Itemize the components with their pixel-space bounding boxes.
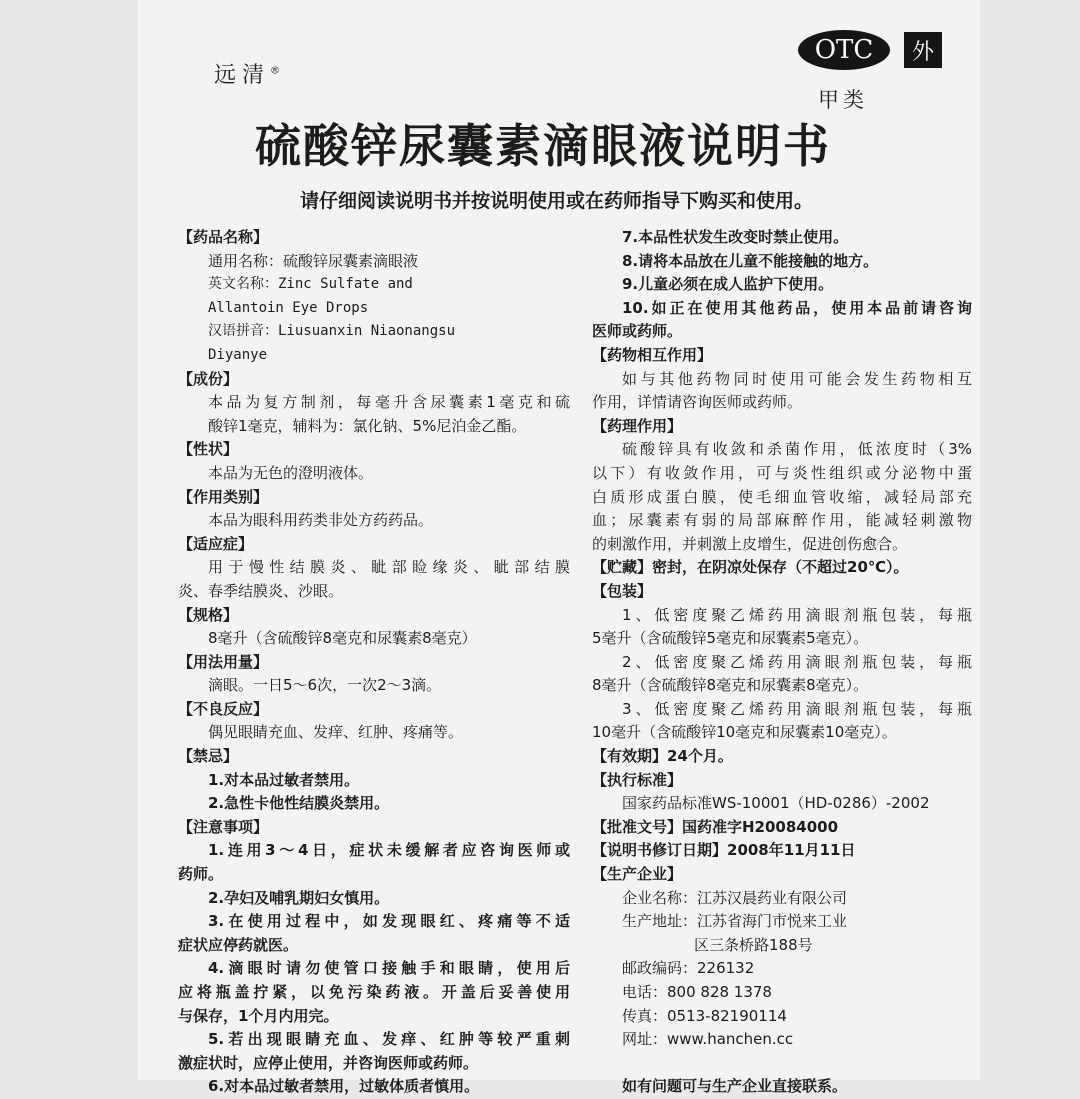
section-heading: 【药品名称】 [178, 228, 269, 246]
text-line: 酸锌1毫克，辅料为：氯化钠、5%尼泊金乙酯。 [208, 416, 527, 435]
section-heading: 【规格】 [178, 605, 239, 624]
text-line: 1.对本品过敏者禁用。 [208, 770, 360, 789]
section-heading: 【适应症】 [178, 534, 254, 553]
text-line: 激症状时，应停止使用，并咨询医师或药师。 [178, 1053, 479, 1072]
section-heading: 【用法用量】 [178, 652, 269, 671]
text-line: 区三条桥路188号 [694, 935, 813, 954]
text-line: 8毫升（含硫酸锌8毫克和尿囊素8毫克）。 [592, 676, 869, 695]
section-heading: 【有效期】24个月。 [592, 747, 733, 766]
text-line: 9.儿童必须在成人监护下使用。 [622, 275, 834, 294]
text-line: 本品为复方制剂，每毫升含尿囊素1毫克和硫 [208, 393, 570, 412]
text-line: 通用名称：硫酸锌尿囊素滴眼液 [208, 251, 419, 270]
section-heading: 【作用类别】 [178, 487, 269, 506]
text-line: 10.如正在使用其他药品，使用本品前请咨询 [622, 298, 972, 317]
section-heading: 【注意事项】 [178, 817, 269, 836]
text-line: 英文名称：Zinc Sulfate and [208, 276, 413, 293]
text-line: 以下）有收敛作用，可与炎性组织或分泌物中蛋 [592, 463, 972, 482]
text-line: 血；尿囊素有弱的局部麻醉作用，能减轻刺激物 [592, 511, 972, 530]
text-line: 应将瓶盖拧紧，以免污染药液。开盖后妥善使用 [178, 983, 570, 1001]
text-line: 症状应停药就医。 [178, 935, 299, 954]
text-line: 药师。 [178, 865, 224, 884]
text-line: 2.孕妇及哺乳期妇女慎用。 [208, 888, 390, 907]
text-line: 医师或药师。 [592, 322, 683, 341]
section-heading: 【生产企业】 [592, 865, 683, 884]
text-line: 炎、春季结膜炎、沙眼。 [178, 581, 344, 600]
text-line: 1.连用3～4日，症状未缓解者应咨询医师或 [208, 841, 570, 860]
text-line: 8毫升（含硫酸锌8毫克和尿囊素8毫克） [208, 629, 477, 648]
section-heading: 【贮藏】密封，在阴凉处保存（不超过20℃）。 [592, 558, 909, 577]
otc-class-label: 甲类 [818, 88, 868, 112]
text-line: 生产地址：江苏省海门市悦来工业 [622, 912, 848, 931]
text-line: 6.对本品过敏者禁用，过敏体质者慎用。 [208, 1077, 480, 1096]
external-use-badge: 外 [904, 32, 942, 68]
section-heading: 【药物相互作用】 [592, 345, 713, 364]
text-line: 的刺激作用，并刺激上皮增生，促进创伤愈合。 [592, 534, 908, 553]
text-line: 滴眼。一日5～6次，一次2～3滴。 [208, 676, 442, 695]
section-heading: 【包装】 [592, 581, 653, 600]
text-line: 电话：800 828 1378 [622, 983, 772, 1001]
text-line: 与保存，1个月内用完。 [178, 1006, 339, 1025]
text-line: 如与其他药物同时使用可能会发生药物相互 [622, 369, 972, 388]
text-line: 10毫升（含硫酸锌10毫克和尿囊素10毫克）。 [592, 723, 897, 742]
text-line: 2、低密度聚乙烯药用滴眼剂瓶包装，每瓶 [622, 652, 972, 671]
otc-badge: OTC [798, 30, 890, 70]
section-heading: 【禁忌】 [178, 747, 239, 766]
section-heading: 【执行标准】 [592, 770, 683, 789]
text-line: Allantoin Eye Drops [208, 299, 369, 316]
text-line: 用于慢性结膜炎、眦部睑缘炎、眦部结膜 [208, 558, 570, 577]
document-subtitle: 请仔细阅读说明书并按说明使用或在药师指导下购买和使用。 [300, 190, 814, 212]
text-line: 企业名称：江苏汉晨药业有限公司 [622, 888, 848, 907]
text-line: 国家药品标准WS-10001（HD-0286）-2002 [622, 794, 930, 813]
text-line: 网址：www.hanchen.cc [622, 1030, 794, 1049]
right-column [592, 226, 972, 1099]
section-heading: 【成份】 [178, 369, 239, 388]
left-column [178, 226, 570, 1099]
section-heading: 【药理作用】 [592, 416, 683, 435]
text-line [592, 1052, 972, 1076]
text-line: 偶见眼睛充血、发痒、红肿、疼痛等。 [208, 723, 464, 742]
text-line: 7.本品性状发生改变时禁止使用。 [622, 228, 849, 246]
brand-name: 远清® [214, 63, 281, 88]
text-line: 汉语拼音：Liusuanxin Niaonangsu [208, 323, 456, 340]
section-heading: 【不良反应】 [178, 699, 269, 718]
section-heading: 【性状】 [178, 440, 239, 459]
text-line: 作用，详情请咨询医师或药师。 [592, 393, 803, 412]
text-line: 4.滴眼时请勿使管口接触手和眼睛，使用后 [208, 959, 570, 978]
text-line: 白质形成蛋白膜，使毛细血管收缩，减轻局部充 [592, 487, 972, 506]
text-line: Diyanye [208, 346, 268, 363]
section-heading: 【说明书修订日期】2008年11月11日 [592, 841, 856, 860]
text-line: 5毫升（含硫酸锌5毫克和尿囊素5毫克）。 [592, 629, 869, 648]
text-line: 3、低密度聚乙烯药用滴眼剂瓶包装，每瓶 [622, 699, 972, 718]
section-heading: 【批准文号】国药准字H20084000 [592, 817, 839, 836]
document-title: 硫酸锌尿囊素滴眼液说明书 [255, 119, 831, 173]
text-line: 如有问题可与生产企业直接联系。 [622, 1077, 848, 1096]
text-line: 1、低密度聚乙烯药用滴眼剂瓶包装，每瓶 [622, 605, 972, 624]
text-line: 邮政编码：226132 [622, 959, 755, 978]
text-line: 本品为无色的澄明液体。 [208, 463, 374, 482]
text-line: 3.在使用过程中，如发现眼红、疼痛等不适 [208, 912, 570, 931]
text-line: 本品为眼科用药类非处方药药品。 [208, 511, 434, 530]
text-line: 2.急性卡他性结膜炎禁用。 [208, 794, 390, 813]
text-line: 5.若出现眼睛充血、发痒、红肿等较严重刺 [208, 1030, 570, 1049]
text-line: 硫酸锌具有收敛和杀菌作用，低浓度时（3% [622, 440, 972, 459]
text-line: 8.请将本品放在儿童不能接触的地方。 [622, 251, 879, 270]
text-line: 传真：0513-82190114 [622, 1006, 787, 1025]
